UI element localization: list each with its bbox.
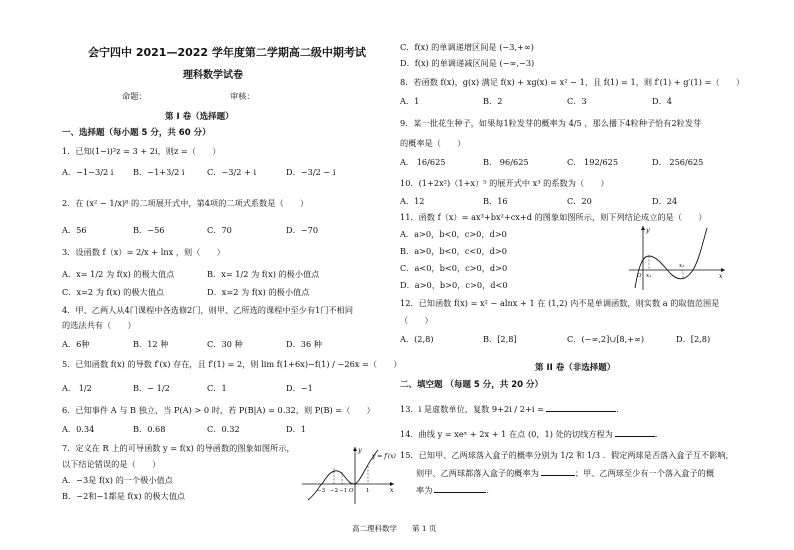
question-5: 5．已知函数 f(x) 的导数 f′(x) 存在，且 f′(1) = 2，则 lim f(1+6x)−f(1) / −26x =（ ） [62,359,402,369]
reviewer-line: 审核： [230,91,255,101]
question-3: 3．设函数 f（x）= 2/x + lnx ，则（ ） [62,247,225,257]
q5-option-d: D．−1 [286,383,313,393]
q6-option-d: D．1 [286,424,306,434]
q4-option-b: B．12 种 [133,339,169,349]
q4-option-a: A．6种 [62,339,90,349]
q7-graph-label-f: y = f′(x) [372,453,396,460]
q7-tick-origin: O [349,488,354,494]
question-15: 15．已知甲、乙两球落入盒子的概率分别为 1/2 和 1/3 ．假定两球是否落入盒子互不影响， [400,450,734,460]
question-6: 6．已知事件 A 与 B 独立，当 P(A) > 0 时，若 P(B|A) = 0.32，则 P(B) =（ ） [62,405,375,415]
q1-option-c: C．−3/2 + i [207,167,257,177]
part2-title: 第 II 卷（非选择题） [535,363,616,373]
section1-heading: 一、选择题（每小题 5 分，共 60 分） [62,128,211,138]
q11-graph-origin: O [637,273,642,279]
q11-graph-label-y: y [646,226,650,234]
q8-option-c: C．3 [567,96,587,106]
q7-graph-label-y: y [358,446,362,454]
q11-graph-x1: x₁ [646,273,652,279]
q2-option-a: A．56 [62,225,87,235]
q11-graph-x2: x₂ [679,263,685,269]
question-4: 4．甲、乙两人从4门课程中各选修2门，则甲、乙所选的课程中至少有1门不相同 [62,305,354,315]
q7-option-c: C．f(x) 的单调递增区间是 (−3,+∞) [400,42,534,52]
question-13: 13．i 是虚数单位，复数 9+2i / 2+i = . [400,404,619,414]
q12-option-d: D．[2,8) [676,334,711,344]
q1-option-d: D．−3/2 − i [286,167,336,177]
part1-title: 第 I 卷（选择题） [165,112,234,122]
question-14: 14．曲线 y = xeˣ + 2x + 1 在点 (0，1) 处的切线方程为 . [400,429,658,439]
q6-option-c: C．0.32 [207,424,240,434]
q8-option-b: B．2 [483,96,503,106]
q7-tick-x: x [390,487,394,494]
question-7: 7．定义在 R 上的可导函数 y = f(x) 的导函数的图象如图所示， [62,443,295,453]
q7-derivative-graph [298,444,398,506]
question-11: 11．函数 f（x）= ax³+bx²+cx+d 的图象如图所示，则下列结论成立的是（ ） [400,212,707,222]
question-8: 8．若函数 f(x)，g(x) 满足 f(x) + xg(x) = x² − 1，且 f(1) = 1，则 f′(1) + g′(1) =（ ） [400,77,745,87]
q10-option-c: C．20 [567,196,592,206]
q4-option-c: C．30 种 [207,339,243,349]
q10-option-d: D．24 [652,196,678,206]
question-12: 12．已知函数 f(x) = x² − alnx + 1 在 (1,2) 内不是单调函数，则实数 a 的取值范围是 [400,298,720,308]
q9-option-c: C． 192/625 [567,157,619,167]
q6-option-a: A．0.34 [62,424,95,434]
q2-option-b: B．−56 [133,225,165,235]
question-7-cont: 以下结论错误的是（ ） [62,459,161,469]
q11-option-b: B．a>0，b<0，c<0，d>0 [400,246,507,256]
q11-option-d: D．a>0，b>0，c>0，d<0 [400,280,508,290]
q12-option-b: B．[2,8] [483,334,517,344]
q7-tick-neg3: −3 [317,488,326,494]
q3-option-d: D．x=2 为 f(x) 的极小值点 [207,287,310,297]
q10-option-a: A．12 [400,196,425,206]
q11-option-a: A．a>0，b<0，c>0，d>0 [400,229,507,239]
q7-option-a: A．−3是 f(x) 的一个极小值点 [62,475,173,485]
q2-option-d: D．−70 [286,225,319,235]
question-15-cont1: 则甲、乙两球都落入盒子的概率为 ；甲、乙两球至少有一个落入盒子的概 [416,468,715,478]
page-footer: 高二理科数学 第 1 页 [352,524,437,533]
q9-option-b: B． 96/625 [483,157,529,167]
q12-option-c: C．(−∞,2]∪[8,+∞) [567,334,645,344]
q9-option-a: A． 16/625 [400,157,446,167]
q8-option-d: D．4 [652,96,672,106]
q5-option-a: A． 1/2 [62,383,92,393]
q5-option-b: B．− 1/2 [133,383,170,393]
question-9-cont: 的概率是（ ） [400,138,466,148]
q1-option-b: B．−1+3/2 i [133,167,185,177]
q10-option-b: B．16 [483,196,508,206]
q12-option-a: A．(2,8) [400,334,434,344]
exam-title: 会宁四中 2021—2022 学年度第二学期高二级中期考试 [88,46,366,59]
q7-tick-neg1: −1 [339,488,348,494]
question-12-cont: （ ） [400,315,433,325]
question-9: 9．某一批花生种子，如果每1粒发芽的概率为 4/5 ，那么播下4粒种子恰有2粒发芽 [400,118,702,128]
q5-option-c: C．1 [207,383,227,393]
exam-subtitle: 理科数学试卷 [183,70,243,81]
q7-tick-neg2: −2 [330,488,339,494]
q1-option-a: A．−1−3/2 i [62,167,114,177]
section2-heading: 二、填空题 （每题 5 分，共 20 分） [400,380,544,390]
question-15-cont2: 率为 . [416,485,489,495]
q3-option-b: B．x= 1/2 为 f(x) 的极小值点 [207,269,320,279]
q3-option-c: C．x=2 为 f(x) 的极大值点 [62,287,165,297]
question-1: 1．已知(1−i)²z = 3 + 2i，则z =（ ） [62,146,221,156]
q7-option-d: D．f(x) 的单调递减区间是 (−∞,−3) [400,58,535,68]
q7-option-b: B．−2和−1都是 f(x) 的极大值点 [62,491,186,501]
q11-option-c: C．a<0，b<0，c>0，d>0 [400,263,508,273]
q4-option-d: D．36 种 [286,339,322,349]
q7-tick-1: 1 [366,488,370,494]
q8-option-a: A．1 [400,96,420,106]
author-line: 命题： [122,91,147,101]
q9-option-d: D． 256/625 [652,157,704,167]
question-4-cont: 的选法共有（ ） [62,320,136,330]
question-10: 10．(1+2x²)（1+x）⁵ 的展开式中 x³ 的系数为（ ） [400,178,609,188]
q6-option-b: B．0.68 [133,424,166,434]
q11-graph-x: x [719,273,723,280]
question-2: 2．在 (x² − 1/x)⁸ 的二项展开式中，第4项的二项式系数是（ ） [62,198,309,208]
q2-option-c: C．70 [207,225,232,235]
q11-cubic-graph [627,224,727,292]
q3-option-a: A．x= 1/2 为 f(x) 的极大值点 [62,269,175,279]
